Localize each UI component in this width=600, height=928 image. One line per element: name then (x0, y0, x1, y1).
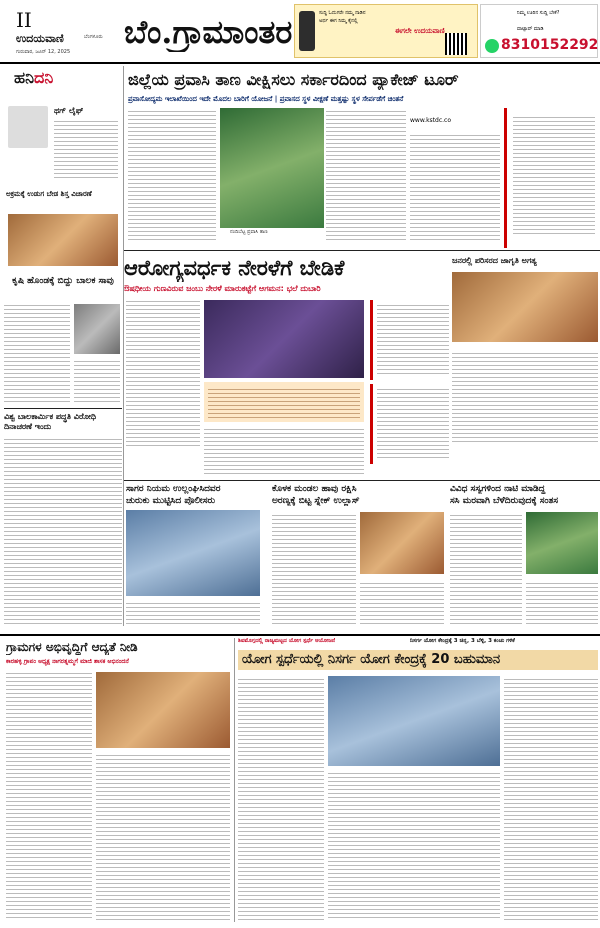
story8-body (6, 670, 92, 920)
bottom-col-rule (234, 638, 235, 922)
paper-name: ಉದಯವಾಣಿ (16, 32, 64, 45)
story4-headline: ವಿಶ್ವ ಬಾಲಕಾರ್ಮಿಕ ಪದ್ಧತಿ ವಿರೋಧಿ ದಿನಾಚರಣೆ ಇಂದು (4, 412, 97, 431)
honi-item-title: ಥಗ್ ಲೈಫ್ (54, 106, 84, 115)
story4-body (4, 436, 122, 626)
story1-sidebox-text (513, 114, 595, 234)
story3-body-2 (74, 358, 120, 402)
story7-headline-1: ವಿವಿಧ ಸಸ್ಯಗಳಿಂದ ನಾಟಿ ಮಾಡಿದ್ದ (450, 484, 546, 494)
story1-body-3 (410, 132, 500, 242)
left-col-rule (123, 66, 124, 626)
whatsapp-ad-line: ನಿಮ್ಮ ಊರಿನ ಸುದ್ದಿ ಬೇಕೆ? (517, 10, 560, 16)
promo-ad-line2: ಅರ್ಥ ಈಗ ನಿಮ್ಮ ಕೈನಲ್ಲಿ (319, 18, 358, 24)
story9-body (238, 676, 324, 920)
honi-logo (14, 68, 53, 88)
honi-logo-black: ಹನಿ (14, 68, 34, 87)
story6-body (272, 512, 356, 626)
honi-author-photo (8, 106, 48, 148)
whatsapp-phone: 8310152292 (501, 37, 599, 53)
story8-photo (96, 672, 230, 748)
story2-rule (124, 480, 600, 481)
story2-body (126, 298, 200, 448)
story2-photo (204, 300, 364, 378)
story2-highlight (204, 382, 364, 422)
story9-kicker-2: ನಿಸರ್ಗ ಯೋಗ ಕೇಂದ್ರಕ್ಕೆ 3 ಚಿನ್ನ, 3 ಬೆಳ್ಳಿ, 3 ಕಂಚು ಗಳಿಕೆ (410, 638, 515, 644)
story5-body (126, 600, 260, 626)
whatsapp-ad-label: ವಾಟ್ಸಾಪ್ ಮಾಡಿ (517, 26, 544, 32)
story8-body-2 (96, 752, 230, 920)
whatsapp-ad[interactable] (480, 4, 598, 58)
story6-headline-2: ಅರಣ್ಯಕ್ಕೆ ಬಿಟ್ಟ ಸ್ನೇಕ್ ಉಲ್ಲಾಸ್ (272, 496, 360, 506)
honi-logo-red: ದನಿ (33, 68, 54, 87)
story2-side-body (452, 350, 598, 445)
story2-highlight-text (208, 386, 360, 418)
story3-photo (74, 304, 120, 354)
story2-headline: ಆರೋಗ್ಯವರ್ಧಕ ನೇರಳೆಗೆ ಬೇಡಿಕೆ (124, 256, 345, 280)
story5-photo (126, 510, 260, 596)
story7-body-2 (526, 580, 598, 626)
whatsapp-icon (485, 39, 499, 53)
story3-headline: ಕೃಷಿ ಹೊಂಡಕ್ಕೆ ಬಿದ್ದು ಬಾಲಕ ಸಾವು (12, 276, 114, 286)
story8-subhead: ಕಾರಹಳ್ಳಿ ಗ್ರಾಪಂ ಅಧ್ಯಕ್ಷ ನಾಗರತ್ನಮ್ಮಗೆ ಮಾಜಿ ಶಾಸಕ ಅಭಿನಂದನೆ (6, 658, 129, 665)
story7-headline-2: ಸಸಿ ಮರವಾಗಿ ಬೆಳೆದಿರುವುದಕ್ಕೆ ಸಂತಸ (450, 496, 559, 506)
promo-ad-brand: ಈಗಲೇ ಉದಯವಾಣಿ (395, 27, 445, 35)
edition: ಬೆಂಗಳೂರು (84, 34, 103, 40)
story2-side-photo (452, 272, 598, 342)
story5-headline-1: ಸಾಗರ ನಿಯಮ ಉಲ್ಲಂಘಿಸಿದವರ (126, 484, 221, 494)
story2-subhead: ಔಷಧೀಯ ಗುಣವಿರುವ ಜಂಬು ನೇರಳೆ ಮಾರುಕಟ್ಟೆಗೆ ಆಗಮನ: ಭಲೆ ದುಬಾರಿ (124, 284, 321, 293)
story2-body-2 (204, 426, 364, 476)
phone-icon (299, 11, 315, 51)
masthead (0, 0, 600, 62)
story6-headline-1: ಕೊಳಕ ಮಂಡಲ ಹಾವು ರಕ್ಷಿಸಿ (272, 484, 357, 494)
honi-item-2-title: ಅಕ್ರಮಕ್ಕೆ ಉಡುಗ ಬೇಡ ಶಿಸ್ತ ವಿಚಾರಣೆ (6, 190, 92, 198)
story1-url[interactable]: www.kstdc.co (410, 117, 452, 124)
story8-headline: ಗ್ರಾಮಗಳ ಅಭಿವೃದ್ಧಿಗೆ ಆದ್ಯತೆ ನೀಡಿ (6, 640, 138, 654)
story2-quote-2 (370, 384, 448, 464)
story1-rule (124, 250, 600, 251)
story1-body (128, 108, 216, 243)
story6-body-2 (360, 580, 444, 626)
issue-date: ಗುರುವಾರ, ಜೂನ್ 12, 2025 (16, 49, 71, 55)
story2-side-headline: ಜನರಲ್ಲಿ ಪರಿಸರದ ಜಾಗೃತಿ ಅಗತ್ಯ (452, 256, 537, 265)
story6-photo (360, 512, 444, 574)
story9-photo (328, 676, 500, 766)
story1-sidebox (504, 108, 596, 248)
story2-quote-text (377, 302, 449, 376)
page-number: II (16, 8, 32, 32)
section-title: ಬೆಂ.ಗ್ರಾಮಾಂತರ (124, 13, 293, 51)
story1-caption: ನಂದಿಬೆಟ್ಟ ಪ್ರವಾಸಿ ತಾಣ (230, 229, 268, 235)
story9-kicker: ಶಿವಮೊಗ್ಗದಲ್ಲಿ ರಾಜ್ಯಮಟ್ಟದ ಯೋಗ ಸ್ಪರ್ಧೆ ಆಯೋಜನೆ (238, 638, 336, 644)
masthead-rule (0, 62, 600, 64)
story9-headline: ಯೋಗ ಸ್ಪರ್ಧೆಯಲ್ಲಿ ನಿಸರ್ಗ ಯೋಗ ಕೇಂದ್ರಕ್ಕೆ 20 ಬಹುಮಾನ (242, 652, 501, 667)
story1-headline: ಜಿಲ್ಲೆಯ ಪ್ರವಾಸಿ ತಾಣ ವೀಕ್ಷಿಸಲು ಸರ್ಕಾರದಿಂದ ಪ್ಯಾಕೇಜ್ ಟೂರ್ (128, 70, 459, 89)
story5-headline-2: ಚುರುಕು ಮುಟ್ಟಿಸಿದ ಪೊಲೀಸರು (126, 496, 216, 506)
story7-body (450, 512, 522, 626)
story9-kicker-bar (238, 638, 598, 648)
qr-code-icon (445, 33, 467, 55)
story9-headline-bar (238, 650, 598, 670)
story2-quote-2-text (377, 386, 449, 460)
honi-column (4, 66, 122, 270)
story1-subhead: ಪ್ರವಾಸೋದ್ಯಮ ಇಲಾಖೆಯಿಂದ ಇದೇ ಮೊದಲ ಬಾರಿಗೆ ಯೋಜನೆ | ಪ್ರವಾಸದ ಸ್ಥಳ ವೀಕ್ಷಣೆ ಮತ್ತಷ್ಟು ಸ್ಥಳ ಸೇರ್ಪಡೆಗೆ ಚಿಂತನೆ (128, 95, 404, 103)
promo-ad-line1: ಸುದ್ದಿ ಓದುಗರೇ ನಮ್ಮ ನಾಡಿನ (319, 10, 366, 16)
story3-rule (4, 408, 122, 409)
honi-item-text (54, 118, 118, 178)
story2-quote (370, 300, 448, 380)
bottom-section-rule (0, 634, 600, 636)
story7-photo (526, 512, 598, 574)
story1-photo (220, 108, 324, 228)
promo-ad[interactable] (294, 4, 478, 58)
story1-body-2 (326, 108, 406, 243)
story3-body (4, 302, 70, 402)
story9-body-3 (504, 676, 598, 920)
story9-body-2 (328, 770, 500, 920)
honi-photo (8, 214, 118, 266)
